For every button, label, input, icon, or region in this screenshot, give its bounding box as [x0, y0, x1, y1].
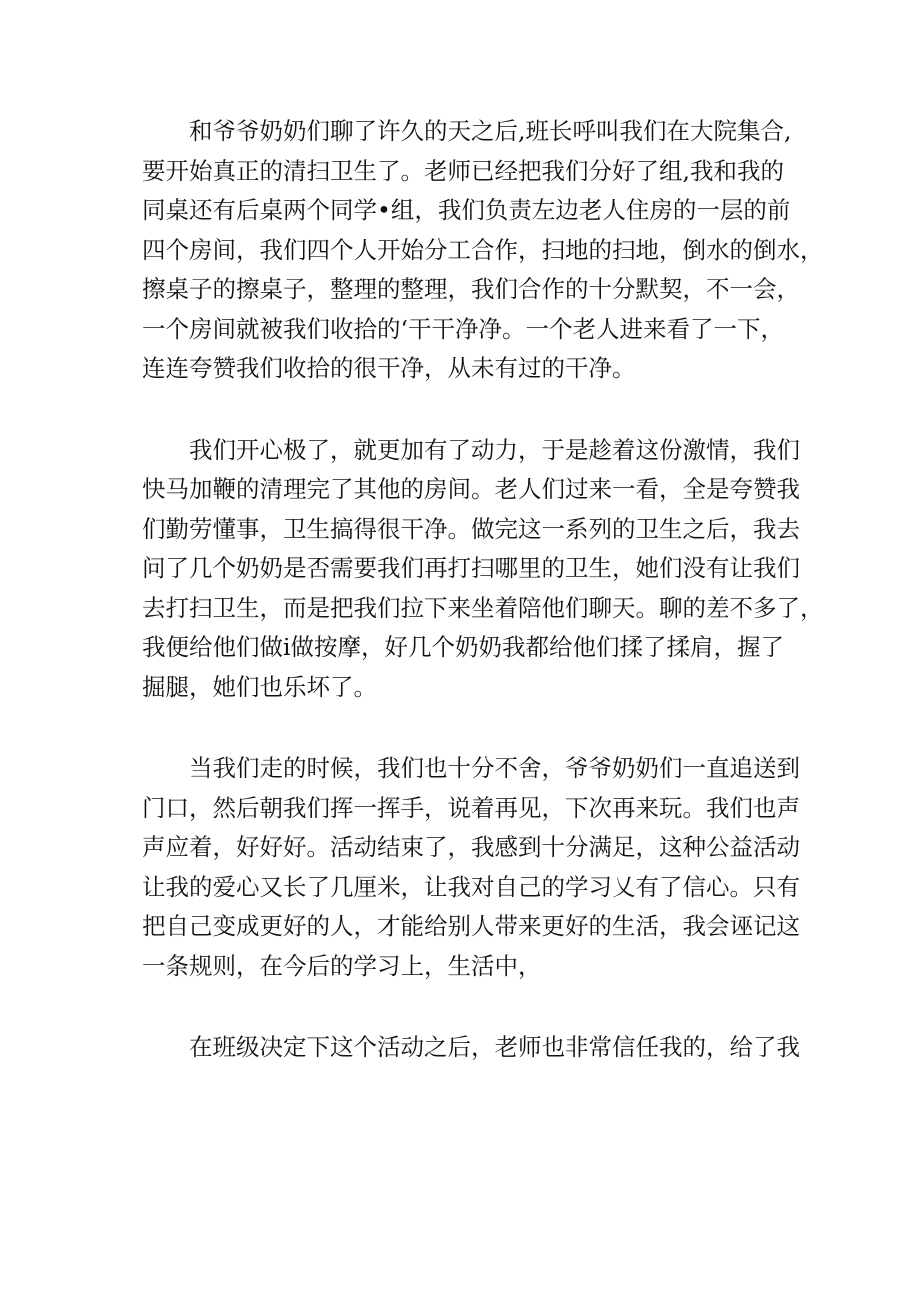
text-line: 同桌还有后桌两个同学•组，我们负责左边老人住房的一层的前	[142, 196, 791, 224]
paragraph-spacer	[142, 986, 792, 1028]
text-line: 一条规则，在今后的学习上，生活中，	[142, 951, 542, 980]
text-line: 连连夸赞我们收拾的很干净，从未有过的干净。	[142, 354, 636, 382]
paragraph-spacer	[142, 389, 792, 431]
text-line: 我便给他们做i做按摩，好几个奶奶我都给他们揉了揉肩，握了	[142, 633, 785, 661]
text-line: 快马加鞭的清理完了其他的房间。老人们过来一看，全是夸赞我	[142, 475, 800, 503]
text-line: 门口，然后朝我们挥一挥手，说着再见，下次再来玩。我们也声	[142, 793, 800, 822]
text-line: 去打扫卫生，而是把我们拉下来坐着陪他们聊天。聊的差不多了，	[142, 593, 824, 622]
paragraph-spacer	[142, 707, 792, 749]
document-body	[142, 112, 824, 1068]
text-line: 掘腿，她们也乐坏了。	[142, 672, 377, 701]
text-line: 声应着，好好好。活动结束了，我感到十分满足，这种公益活动	[142, 833, 800, 861]
text-line: 擦桌子的擦桌子，整理的整理，我们合作的十分默契，不一会，	[142, 275, 800, 303]
text-line: 一个房间就被我们收拾的‘干干净净。一个老人进来看了一下，	[142, 314, 784, 343]
text-line: 我们开心极了，就更加有了动力，于是趁着这份激情，我们	[189, 435, 800, 464]
text-line: 四个房间，我们四个人开始分工合作，扫地的扫地，倒水的倒水，	[142, 235, 824, 264]
text-line: 和爷爷奶奶们聊了许久的天之后,班长呼叫我们在大院集合,	[189, 117, 792, 145]
paragraph-3	[142, 749, 800, 986]
paragraph-2	[142, 431, 824, 708]
text-line: 在班级决定下这个活动之后，老师也非常信任我的，给了我	[189, 1033, 800, 1061]
text-line: 当我们走的时候，我们也十分不舍，爷爷奶奶们一直追送到	[189, 754, 800, 782]
text-line: 问了几个奶奶是否需要我们再打扫哪里的卫生，她们没有让我们	[142, 554, 800, 582]
paragraph-4	[142, 1028, 800, 1068]
text-line: 让我的爱心又长了几厘米，让我对自己的学习乂有了信心。只有	[142, 872, 800, 901]
text-line: 把自己变成更好的人，才能给别人带来更好的生活，我会诬记这	[142, 912, 800, 940]
text-line: 们勤劳懂事，卫生搞得很干净。做完这一系列的卫生之后，我去	[142, 514, 800, 543]
paragraph-1	[142, 112, 824, 389]
text-line: 要开始真正的清扫卫生了。老师已经把我们分好了组,我和我的	[142, 156, 784, 185]
